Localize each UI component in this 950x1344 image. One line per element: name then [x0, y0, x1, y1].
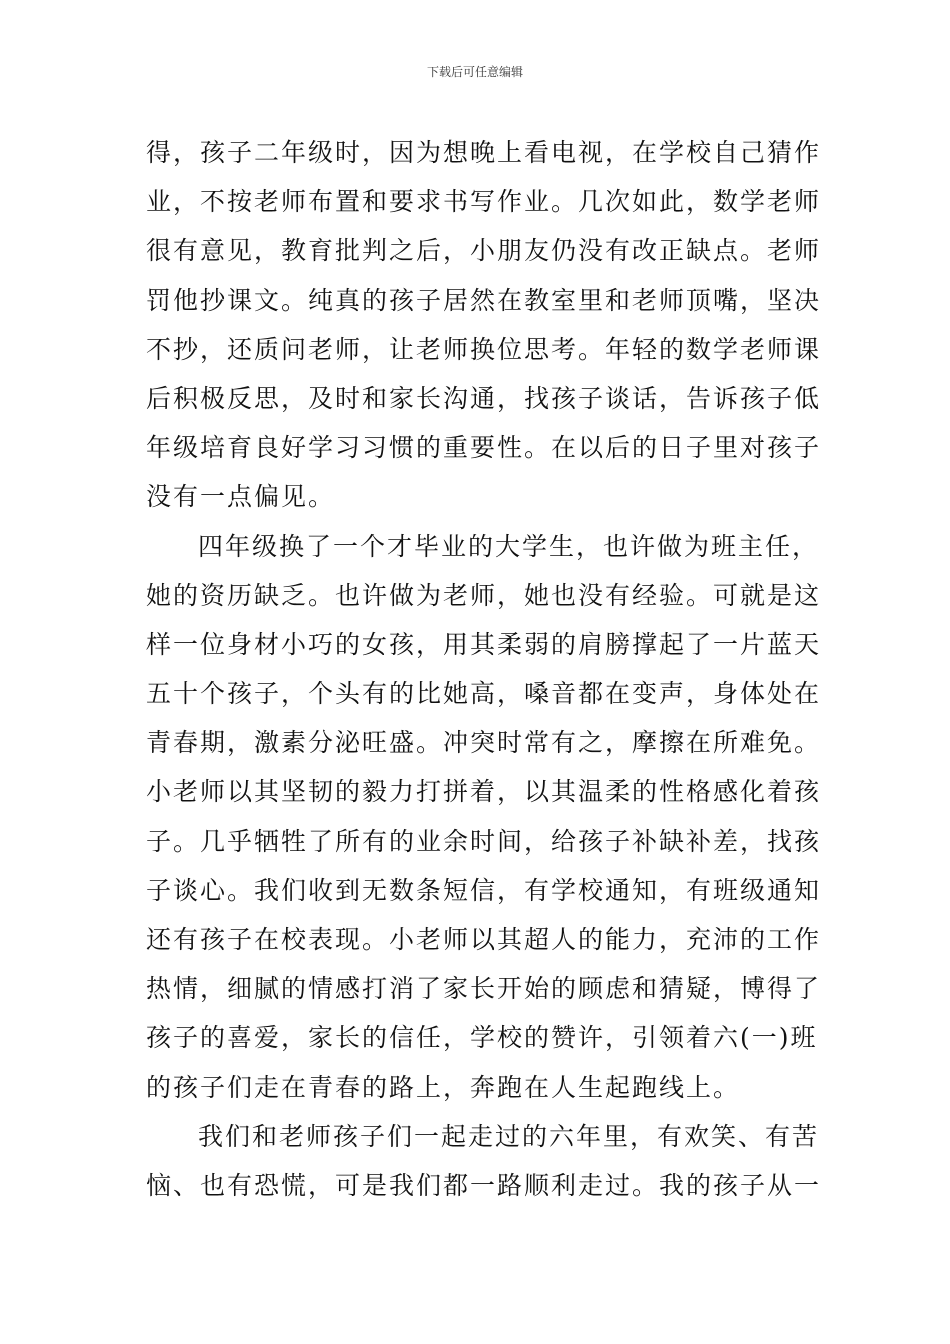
- text-line: 后积极反思，及时和家长沟通，找孩子谈话，告诉孩子低: [146, 383, 822, 413]
- text-line: 很有意见，教育批判之后，小朋友仍没有改正缺点。老师: [146, 236, 822, 266]
- text-line: 五十个孩子，个头有的比她高，嗓音都在变声，身体处在: [146, 679, 822, 709]
- text-line: 小老师以其坚韧的毅力打拼着，以其温柔的性格感化着孩: [146, 777, 822, 807]
- text-line: 罚他抄课文。纯真的孩子居然在教室里和老师顶嘴，坚决: [146, 285, 822, 315]
- text-line: 业，不按老师布置和要求书写作业。几次如此，数学老师: [146, 187, 822, 217]
- text-line: 年级培育良好学习习惯的重要性。在以后的日子里对孩子: [146, 433, 822, 463]
- text-line: 她的资历缺乏。也许做为老师，她也没有经验。可就是这: [146, 580, 822, 610]
- text-line: 还有孩子在校表现。小老师以其超人的能力，充沛的工作: [146, 925, 822, 954]
- text-line: 子。几乎牺牲了所有的业余时间，给孩子补缺补差，找孩: [146, 826, 822, 856]
- text-line: 没有一点偏见。: [146, 482, 336, 512]
- text-line: 样一位身材小巧的女孩，用其柔弱的肩膀撑起了一片蓝天: [146, 629, 822, 659]
- text-line: 的孩子们走在青春的路上，奔跑在人生起跑线上。: [146, 1072, 741, 1102]
- text-line: 热情，细腻的情感打消了家长开始的顾虑和猜疑，博得了: [146, 974, 822, 1004]
- document-body: [146, 128, 822, 1210]
- text-line: 得，孩子二年级时，因为想晚上看电视，在学校自己猜作: [146, 138, 822, 167]
- text-line: 恼、也有恐慌，可是我们都一路顺利走过。我的孩子从一: [146, 1170, 822, 1200]
- text-line: 孩子的喜爱，家长的信任，学校的赞许，引领着六(一)班: [146, 1023, 818, 1053]
- text-line: 子谈心。我们收到无数条短信，有学校通知，有班级通知: [146, 875, 822, 905]
- text-line: 青春期，激素分泌旺盛。冲突时常有之，摩擦在所难免。: [146, 728, 822, 758]
- page-header: 下载后可任意编辑: [426, 65, 523, 79]
- paragraph-first-line: 我们和老师孩子们一起走过的六年里，有欢笑、有苦: [198, 1121, 820, 1151]
- text-line: 不抄，还质问老师，让老师换位思考。年轻的数学老师课: [146, 334, 822, 364]
- paragraph-first-line: 四年级换了一个才毕业的大学生，也许做为班主任，: [198, 531, 820, 561]
